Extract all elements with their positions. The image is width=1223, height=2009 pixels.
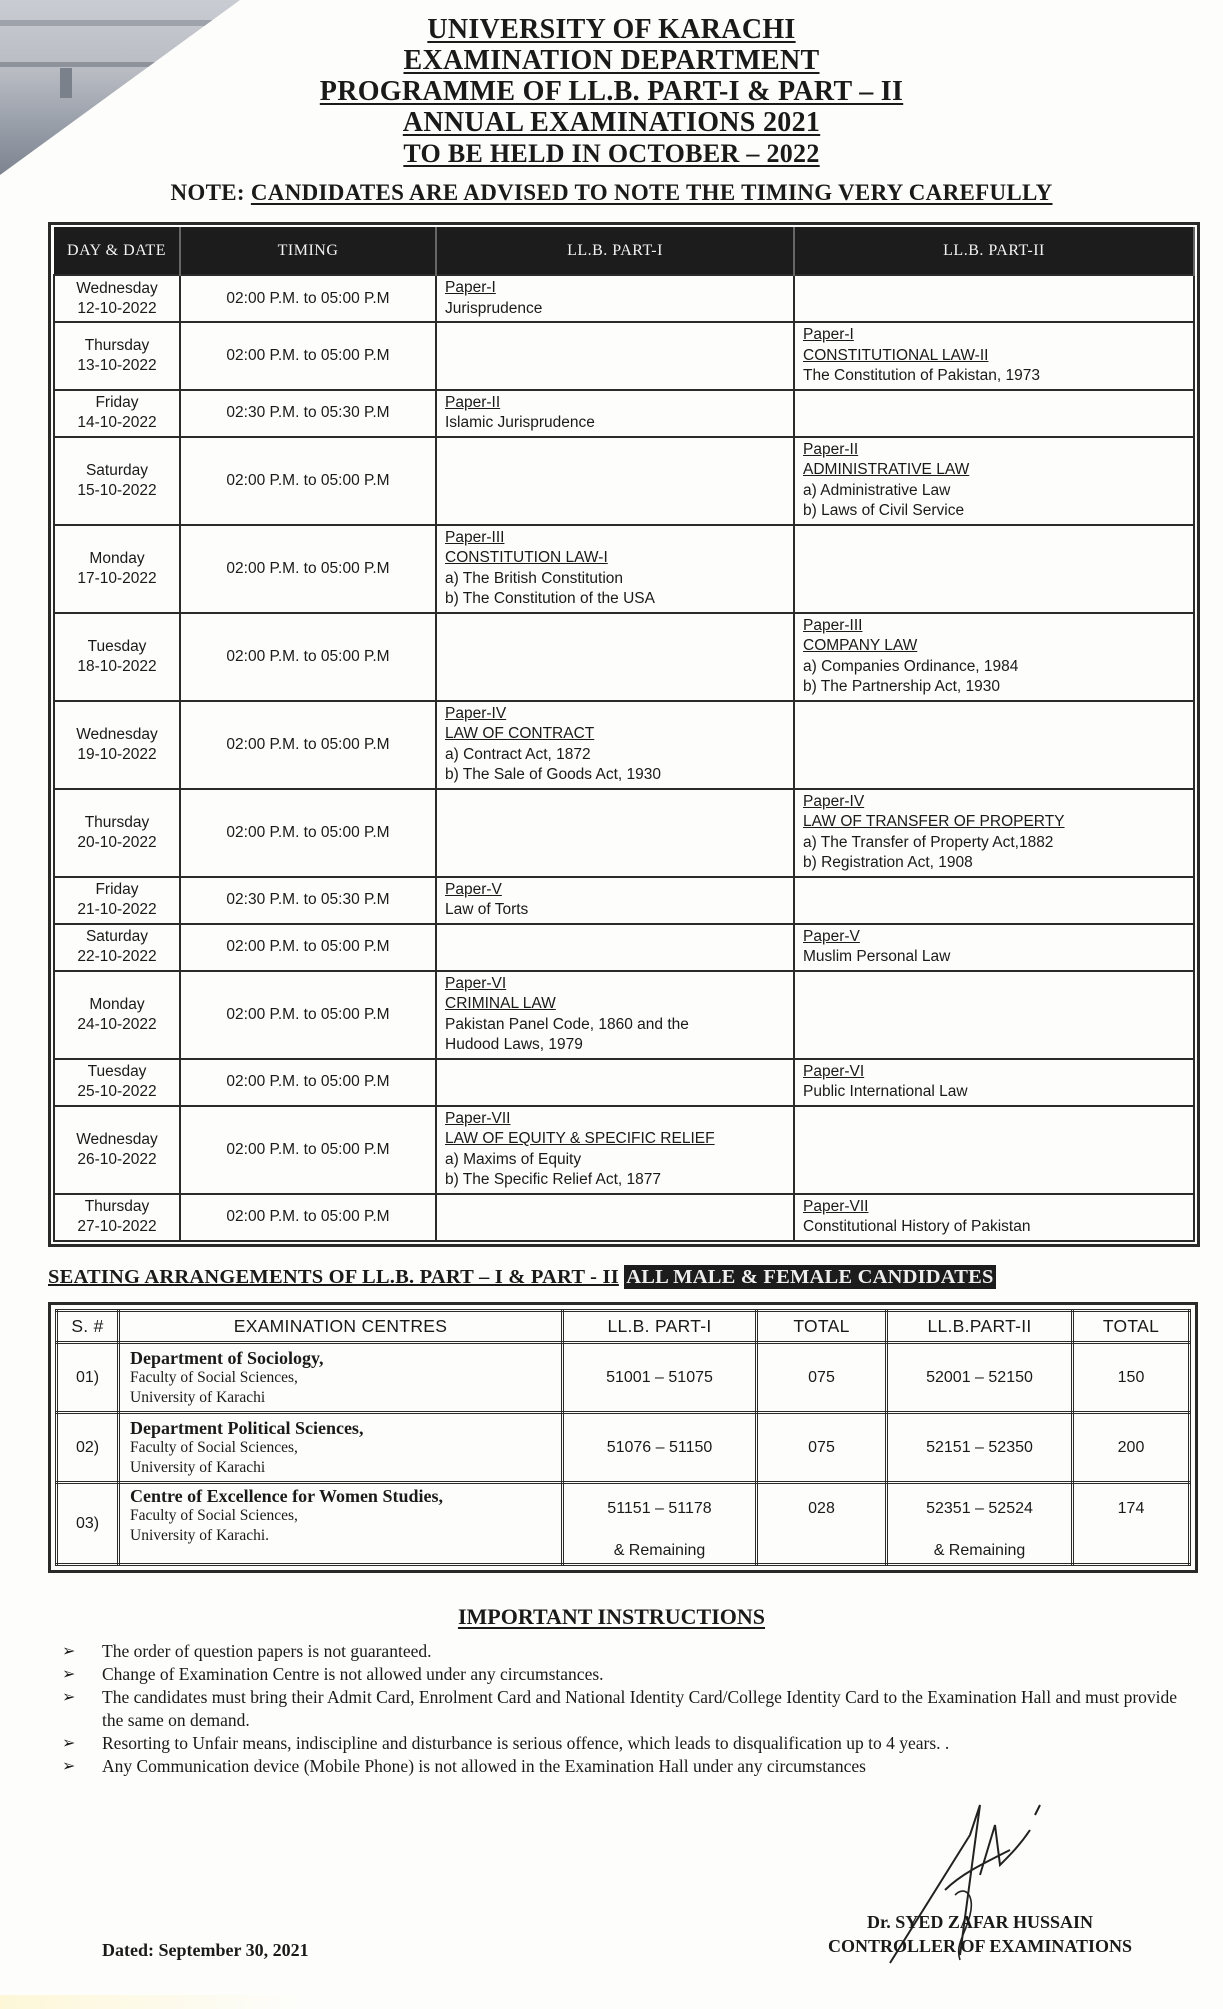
day-date-cell [54, 1194, 180, 1241]
day-name: Wednesday [76, 279, 158, 297]
col-timing: TIMING [180, 227, 436, 275]
timing-cell: 02:00 P.M. to 05:00 P.M [180, 275, 436, 322]
part1-paper-cell [436, 789, 794, 877]
part1-paper-cell [436, 525, 794, 613]
arrow-bullet-icon: ➢ [62, 1666, 76, 1683]
paper-subject: a) Companies Ordinance, 1984 [803, 657, 1019, 675]
paper-subject: a) The British Constitution [445, 569, 624, 587]
timing-cell: 02:00 P.M. to 05:00 P.M [180, 1106, 436, 1194]
instruction-item [62, 1732, 1182, 1755]
instructions-title: IMPORTANT INSTRUCTIONS [457, 1604, 766, 1629]
instruction-item [62, 1663, 1182, 1686]
schedule-row [54, 1194, 1194, 1241]
part2-paper-cell [794, 701, 1194, 789]
day-name: Tuesday [87, 1063, 147, 1080]
arrow-bullet-icon: ➢ [62, 1689, 76, 1706]
seating-title-highlight: ALL MALE & FEMALE CANDIDATES [626, 1266, 994, 1288]
schedule-body [54, 275, 1194, 1241]
day-name: Thursday [84, 336, 150, 354]
part2-paper-cell [794, 1194, 1194, 1241]
paper-title: CONSTITUTION LAW-I [445, 549, 608, 566]
paper-subject: b) Registration Act, 1908 [803, 854, 973, 871]
instruction-text: Change of Examination Centre is not allowed under any circumstances. [102, 1664, 604, 1684]
part1-paper-cell [436, 322, 794, 390]
paper-title: LAW OF CONTRACT [445, 725, 595, 742]
timing-cell: 02:00 P.M. to 05:00 P.M [180, 701, 436, 789]
timing-note [0, 180, 1223, 206]
paper-title: LAW OF TRANSFER OF PROPERTY [803, 813, 1065, 830]
paper-subject: b) The Constitution of the USA [445, 590, 655, 607]
part1-paper-cell [436, 1106, 794, 1194]
date-value: 24-10-2022 [77, 1015, 157, 1033]
instruction-item [62, 1686, 1182, 1732]
centre-address-line: Faculty of Social Sciences, [130, 1507, 298, 1524]
schedule-row [54, 701, 1194, 789]
timing-cell: 02:30 P.M. to 05:30 P.M [180, 877, 436, 924]
paper-subject: Public International Law [803, 1083, 968, 1100]
part1-paper-cell [436, 877, 794, 924]
remaining-label: & Remaining [933, 1542, 1026, 1559]
seating-table [48, 1302, 1198, 1573]
part1-paper-cell [436, 924, 794, 971]
header-line-department: EXAMINATION DEPARTMENT [403, 45, 820, 76]
seating-body [57, 1343, 1190, 1565]
paper-subject: Hudood Laws, 1979 [445, 1036, 583, 1053]
seating-title [48, 1266, 996, 1289]
paper-subject: b) The Sale of Goods Act, 1930 [445, 766, 661, 783]
date-value: 26-10-2022 [77, 1150, 157, 1168]
paper-number: Paper-VII [803, 1197, 869, 1215]
day-date-cell [54, 322, 180, 390]
day-date-cell [54, 275, 180, 322]
schedule-row [54, 322, 1194, 390]
part2-paper-cell [794, 437, 1194, 525]
part1-paper-cell [436, 701, 794, 789]
arrow-bullet-icon: ➢ [62, 1758, 76, 1775]
part2-range-cell: 52151 – 52350 [887, 1413, 1073, 1483]
day-date-cell [54, 789, 180, 877]
paper-subject: Law of Torts [445, 901, 529, 918]
part1-paper-cell [436, 275, 794, 322]
serial-cell: 03) [57, 1483, 119, 1565]
day-name: Thursday [84, 1198, 150, 1215]
timing-cell: 02:30 P.M. to 05:30 P.M [180, 390, 436, 437]
date-value: 20-10-2022 [77, 833, 157, 851]
col-part2-range: LL.B.PART-II [887, 1311, 1073, 1343]
instructions-list [62, 1640, 1182, 1778]
part2-total-cell: 174 [1073, 1483, 1190, 1565]
schedule-row [54, 613, 1194, 701]
centre-name: Department of Sociology, [130, 1347, 324, 1368]
col-serial: S. # [57, 1311, 119, 1343]
part1-range-cell: 51151 – 51178 & Remaining [563, 1483, 757, 1565]
date-value: 14-10-2022 [77, 414, 157, 431]
part1-range-cell: 51001 – 51075 [563, 1343, 757, 1413]
header-line-programme: PROGRAMME OF LL.B. PART-I & PART – II [319, 76, 904, 107]
schedule-row [54, 789, 1194, 877]
day-date-cell [54, 877, 180, 924]
day-name: Wednesday [76, 725, 158, 743]
paper-subject: Muslim Personal Law [803, 948, 951, 965]
instruction-item [62, 1755, 1182, 1778]
day-date-cell [54, 437, 180, 525]
schedule-row [54, 390, 1194, 437]
paper-subject: b) The Specific Relief Act, 1877 [445, 1171, 661, 1188]
part1-paper-cell [436, 1194, 794, 1241]
day-date-cell [54, 525, 180, 613]
signer-name: Dr. SYED ZAFAR HUSSAIN [866, 1912, 1094, 1932]
part1-range-cell: 51076 – 51150 [563, 1413, 757, 1483]
day-name: Saturday [85, 461, 149, 479]
schedule-row [54, 275, 1194, 322]
col-day-date: DAY & DATE [54, 227, 180, 275]
paper-title: CONSTITUTIONAL LAW-II [803, 346, 989, 364]
paper-number: Paper-II [803, 440, 859, 458]
day-date-cell [54, 1059, 180, 1106]
part2-total-cell: 200 [1073, 1413, 1190, 1483]
schedule-header-row [54, 227, 1194, 275]
part2-range-cell: 52351 – 52524 & Remaining [887, 1483, 1073, 1565]
date-value: 13-10-2022 [77, 356, 157, 374]
paper-subject: a) Administrative Law [803, 481, 951, 499]
date-value: 21-10-2022 [77, 901, 157, 918]
part2-paper-cell [794, 877, 1194, 924]
day-name: Monday [89, 995, 145, 1013]
day-name: Monday [89, 549, 145, 567]
paper-title: CRIMINAL LAW [445, 995, 556, 1012]
day-date-cell [54, 924, 180, 971]
paper-number: Paper-V [445, 880, 502, 898]
signer-block [790, 1910, 1170, 1958]
centre-address-line: Faculty of Social Sciences, [130, 1368, 298, 1386]
part2-paper-cell [794, 322, 1194, 390]
paper-subject: a) Maxims of Equity [445, 1150, 582, 1168]
instruction-text: Resorting to Unfair means, indiscipline and disturbance is serious offence, which leads to disqualification up to 4 years. . [102, 1733, 950, 1753]
seating-row [57, 1343, 1190, 1413]
part2-range-cell: 52001 – 52150 [887, 1343, 1073, 1413]
header-line-university: UNIVERSITY OF KARACHI [427, 14, 796, 45]
part2-paper-cell [794, 1106, 1194, 1194]
day-name: Friday [95, 394, 139, 411]
paper-number: Paper-I [803, 326, 854, 343]
col-part1-range: LL.B. PART-I [563, 1311, 757, 1343]
paper-subject: The Constitution of Pakistan, 1973 [803, 367, 1040, 384]
part2-paper-cell [794, 525, 1194, 613]
paper-title: COMPANY LAW [803, 637, 918, 654]
centre-name: Centre of Excellence for Women Studies, [130, 1486, 443, 1506]
paper-subject: Islamic Jurisprudence [445, 414, 595, 431]
instruction-text: The candidates must bring their Admit Card, Enrolment Card and National Identity Card/College Identity Card to the Examination Hall and must provide the same on demand. [102, 1687, 1178, 1730]
paper-subject: b) The Partnership Act, 1930 [803, 678, 1001, 695]
timing-cell: 02:00 P.M. to 05:00 P.M [180, 437, 436, 525]
serial-cell: 01) [57, 1343, 119, 1413]
part2-paper-cell [794, 789, 1194, 877]
schedule-row [54, 437, 1194, 525]
part2-paper-cell [794, 924, 1194, 971]
instruction-text: Any Communication device (Mobile Phone) is not allowed in the Examination Hall under any circumstances [102, 1756, 866, 1776]
date-value: 25-10-2022 [77, 1083, 157, 1100]
day-name: Wednesday [76, 1130, 158, 1148]
centre-address-line: Faculty of Social Sciences, [130, 1438, 298, 1456]
date-value: 15-10-2022 [77, 481, 157, 499]
day-date-cell [54, 1106, 180, 1194]
paper-number: Paper-I [445, 279, 496, 296]
timing-cell: 02:00 P.M. to 05:00 P.M [180, 525, 436, 613]
part2-paper-cell [794, 1059, 1194, 1106]
schedule-row [54, 877, 1194, 924]
paper-number: Paper-V [803, 927, 860, 945]
part1-paper-cell [436, 1059, 794, 1106]
col-part2-total: TOTAL [1073, 1311, 1190, 1343]
seating-row [57, 1483, 1190, 1565]
timing-cell: 02:00 P.M. to 05:00 P.M [180, 1194, 436, 1241]
paper-subject: Constitutional History of Pakistan [803, 1218, 1031, 1235]
instruction-text: The order of question papers is not guaranteed. [102, 1641, 432, 1661]
note-text: CANDIDATES ARE ADVISED TO NOTE THE TIMING VERY CAREFULLY [250, 180, 1053, 205]
part1-paper-cell [436, 613, 794, 701]
paper-title: LAW OF EQUITY & SPECIFIC RELIEF [445, 1130, 715, 1147]
date-value: 17-10-2022 [77, 569, 157, 587]
paper-number: Paper-II [445, 393, 501, 411]
date-value: 27-10-2022 [77, 1218, 157, 1235]
paper-number: Paper-IV [445, 704, 507, 722]
part1-paper-cell [436, 437, 794, 525]
col-llb-part-2: LL.B. PART-II [794, 227, 1194, 275]
date-value: 19-10-2022 [77, 745, 157, 763]
paper-subject: a) The Transfer of Property Act,1882 [803, 833, 1054, 851]
schedule-row [54, 924, 1194, 971]
day-name: Saturday [85, 928, 149, 945]
day-date-cell [54, 613, 180, 701]
centre-cell [119, 1413, 563, 1483]
paper-subject: Jurisprudence [445, 299, 543, 317]
paper-subject: b) Laws of Civil Service [803, 502, 965, 519]
centre-address-line: University of Karachi [130, 1388, 266, 1406]
timing-cell: 02:00 P.M. to 05:00 P.M [180, 322, 436, 390]
part1-total-cell: 028 [757, 1483, 887, 1565]
paper-number: Paper-VI [803, 1062, 865, 1080]
col-centres: EXAMINATION CENTRES [119, 1311, 563, 1343]
part1-total-cell: 075 [757, 1413, 887, 1483]
paper-subject: Pakistan Panel Code, 1860 and the [445, 1015, 689, 1033]
centre-name: Department Political Sciences, [130, 1417, 364, 1438]
dated-text: Dated: September 30, 2021 [102, 1940, 309, 1960]
paper-number: Paper-III [803, 616, 863, 634]
part1-paper-cell [436, 971, 794, 1059]
timing-cell: 02:00 P.M. to 05:00 P.M [180, 613, 436, 701]
part2-paper-cell [794, 971, 1194, 1059]
centre-cell [119, 1343, 563, 1413]
instruction-item [62, 1640, 1182, 1663]
timing-cell: 02:00 P.M. to 05:00 P.M [180, 924, 436, 971]
timing-cell: 02:00 P.M. to 05:00 P.M [180, 1059, 436, 1106]
header-line-annual: ANNUAL EXAMINATIONS 2021 [402, 107, 821, 138]
paper-number: Paper-VII [445, 1109, 511, 1127]
seating-header-row [57, 1311, 1190, 1343]
header-line-held: TO BE HELD IN OCTOBER – 2022 [403, 139, 820, 168]
seating-title-text: SEATING ARRANGEMENTS OF LL.B. PART – I & PART - II [48, 1266, 619, 1288]
day-name: Friday [95, 881, 139, 898]
part2-paper-cell [794, 390, 1194, 437]
paper-subject: a) Contract Act, 1872 [445, 745, 591, 763]
col-llb-part-1: LL.B. PART-I [436, 227, 794, 275]
signer-title: CONTROLLER OF EXAMINATIONS [827, 1936, 1133, 1956]
centre-address-line: University of Karachi. [130, 1527, 270, 1544]
schedule-row [54, 971, 1194, 1059]
timing-cell: 02:00 P.M. to 05:00 P.M [180, 971, 436, 1059]
day-date-cell [54, 971, 180, 1059]
paper-number: Paper-III [445, 528, 505, 546]
scan-edge [0, 1995, 300, 2009]
day-date-cell [54, 390, 180, 437]
part1-paper-cell [436, 390, 794, 437]
day-name: Tuesday [87, 637, 147, 655]
centre-address-line: University of Karachi [130, 1458, 266, 1476]
remaining-label: & Remaining [613, 1542, 706, 1559]
part2-paper-cell [794, 613, 1194, 701]
part1-total-cell: 075 [757, 1343, 887, 1413]
date-value: 12-10-2022 [77, 299, 157, 317]
part2-paper-cell [794, 275, 1194, 322]
seating-row [57, 1413, 1190, 1483]
arrow-bullet-icon: ➢ [62, 1735, 76, 1752]
paper-number: Paper-VI [445, 974, 507, 992]
day-name: Thursday [84, 813, 150, 831]
document-header [0, 14, 1223, 169]
col-part1-total: TOTAL [757, 1311, 887, 1343]
schedule-row [54, 1106, 1194, 1194]
paper-title: ADMINISTRATIVE LAW [803, 461, 970, 478]
schedule-row [54, 525, 1194, 613]
schedule-row [54, 1059, 1194, 1106]
arrow-bullet-icon: ➢ [62, 1643, 76, 1660]
serial-cell: 02) [57, 1413, 119, 1483]
timing-cell: 02:00 P.M. to 05:00 P.M [180, 789, 436, 877]
exam-schedule-table [48, 222, 1200, 1247]
paper-number: Paper-IV [803, 792, 865, 810]
note-label: NOTE: [170, 180, 245, 205]
part2-total-cell: 150 [1073, 1343, 1190, 1413]
date-value: 18-10-2022 [77, 657, 157, 675]
day-date-cell [54, 701, 180, 789]
centre-cell [119, 1483, 563, 1565]
date-value: 22-10-2022 [77, 948, 157, 965]
